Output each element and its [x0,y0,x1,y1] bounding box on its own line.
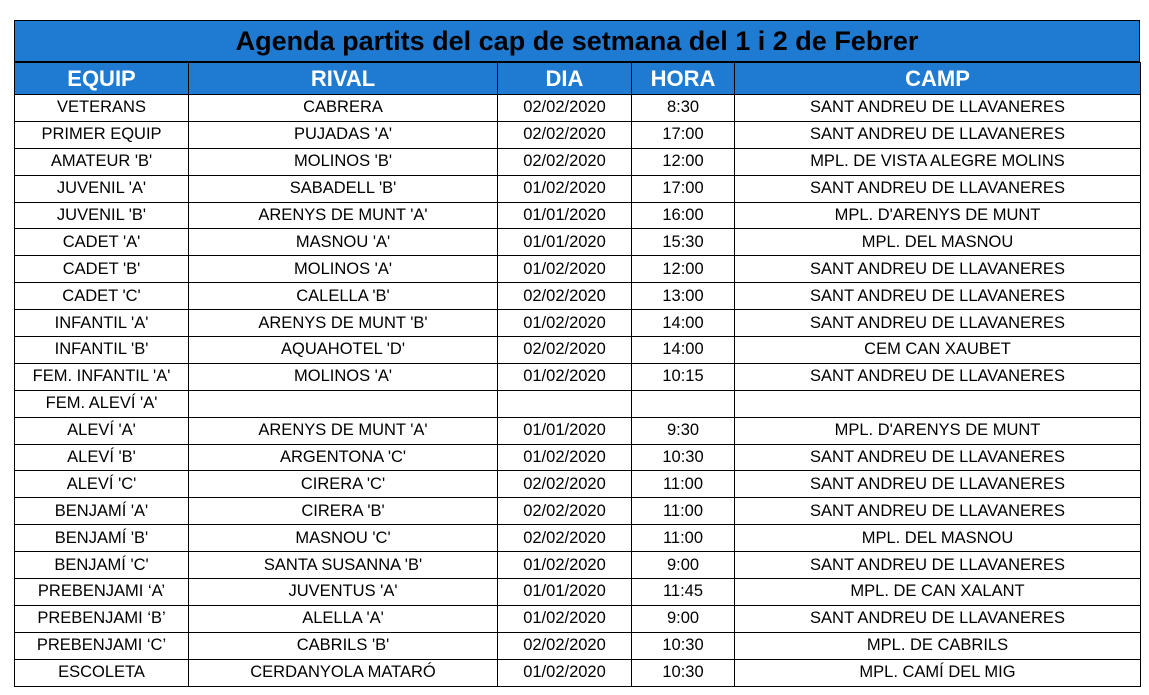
equip-cell: AMATEUR 'B' [15,148,189,175]
camp-cell: SANT ANDREU DE LLAVANERES [735,175,1141,202]
rival-cell: CABRERA [189,95,498,122]
hora-cell: 13:00 [632,283,735,310]
hora-cell: 12:00 [632,148,735,175]
equip-cell: BENJAMÍ 'C' [15,552,189,579]
camp-cell: SANT ANDREU DE LLAVANERES [735,444,1141,471]
camp-cell: CEM CAN XAUBET [735,337,1141,364]
table-row [15,121,1141,148]
dia-cell: 02/02/2020 [498,95,632,122]
rival-cell: JUVENTUS 'A' [189,579,498,606]
dia-cell: 01/02/2020 [498,552,632,579]
equip-cell: CADET 'B' [15,256,189,283]
table-row [15,337,1141,364]
hora-cell: 10:30 [632,659,735,686]
dia-cell: 01/02/2020 [498,363,632,390]
schedule-table [14,62,1141,687]
equip-cell: INFANTIL 'A' [15,310,189,337]
table-row [15,148,1141,175]
column-header-equip: EQUIP [15,63,189,95]
camp-cell: SANT ANDREU DE LLAVANERES [735,363,1141,390]
table-row [15,256,1141,283]
sheet-title: Agenda partits del cap de setmana del 1 i 2 de Febrer [14,20,1140,62]
column-header-rival: RIVAL [189,63,498,95]
rival-cell: ALELLA 'A' [189,605,498,632]
table-row [15,605,1141,632]
dia-cell: 02/02/2020 [498,283,632,310]
equip-cell: ALEVÍ 'C' [15,471,189,498]
rival-cell: CERDANYOLA MATARÓ [189,659,498,686]
dia-cell [498,390,632,417]
table-row [15,229,1141,256]
table-row [15,444,1141,471]
equip-cell: JUVENIL 'A' [15,175,189,202]
rival-cell: MOLINOS 'A' [189,256,498,283]
equip-cell: ALEVÍ 'B' [15,444,189,471]
dia-cell: 01/02/2020 [498,175,632,202]
dia-cell: 01/02/2020 [498,310,632,337]
rival-cell: ARENYS DE MUNT 'A' [189,202,498,229]
dia-cell: 01/02/2020 [498,605,632,632]
equip-cell: PREBENJAMI ‘A’ [15,579,189,606]
camp-cell: SANT ANDREU DE LLAVANERES [735,605,1141,632]
dia-cell: 01/01/2020 [498,229,632,256]
rival-cell: CIRERA 'C' [189,471,498,498]
camp-cell: MPL. DEL MASNOU [735,525,1141,552]
dia-cell: 02/02/2020 [498,498,632,525]
equip-cell: INFANTIL 'B' [15,337,189,364]
equip-cell: FEM. INFANTIL 'A' [15,363,189,390]
equip-cell: PREBENJAMI ‘C’ [15,632,189,659]
hora-cell: 10:15 [632,363,735,390]
camp-cell: SANT ANDREU DE LLAVANERES [735,121,1141,148]
column-header-hora: HORA [632,63,735,95]
equip-cell: CADET 'C' [15,283,189,310]
camp-cell: MPL. DE VISTA ALEGRE MOLINS [735,148,1141,175]
rival-cell: PUJADAS 'A' [189,121,498,148]
header-row [15,63,1141,95]
equip-cell: ESCOLETA [15,659,189,686]
table-row [15,390,1141,417]
dia-cell: 02/02/2020 [498,121,632,148]
equip-cell: CADET 'A' [15,229,189,256]
dia-cell: 01/01/2020 [498,579,632,606]
column-header-camp: CAMP [735,63,1141,95]
table-row [15,175,1141,202]
equip-cell: BENJAMÍ 'B' [15,525,189,552]
equip-cell: PREBENJAMI ‘B’ [15,605,189,632]
equip-cell: ALEVÍ 'A' [15,417,189,444]
table-row [15,471,1141,498]
table-row [15,310,1141,337]
dia-cell: 02/02/2020 [498,148,632,175]
table-row [15,417,1141,444]
column-header-dia: DIA [498,63,632,95]
table-row [15,525,1141,552]
hora-cell: 14:00 [632,310,735,337]
table-row [15,579,1141,606]
rival-cell: MASNOU 'A' [189,229,498,256]
hora-cell: 11:00 [632,525,735,552]
dia-cell: 01/01/2020 [498,417,632,444]
rival-cell: MASNOU 'C' [189,525,498,552]
hora-cell: 11:45 [632,579,735,606]
hora-cell: 9:00 [632,605,735,632]
equip-cell: JUVENIL 'B' [15,202,189,229]
rival-cell: MOLINOS 'B' [189,148,498,175]
dia-cell: 02/02/2020 [498,337,632,364]
rival-cell: SANTA SUSANNA 'B' [189,552,498,579]
camp-cell: MPL. D'ARENYS DE MUNT [735,202,1141,229]
equip-cell: VETERANS [15,95,189,122]
camp-cell: SANT ANDREU DE LLAVANERES [735,498,1141,525]
table-row [15,498,1141,525]
dia-cell: 02/02/2020 [498,525,632,552]
hora-cell: 9:00 [632,552,735,579]
schedule-sheet [14,20,1140,687]
hora-cell: 17:00 [632,175,735,202]
rival-cell: MOLINOS 'A' [189,363,498,390]
camp-cell: MPL. CAMÍ DEL MIG [735,659,1141,686]
camp-cell: SANT ANDREU DE LLAVANERES [735,95,1141,122]
table-row [15,202,1141,229]
camp-cell [735,390,1141,417]
table-row [15,659,1141,686]
hora-cell: 16:00 [632,202,735,229]
camp-cell: MPL. DE CAN XALANT [735,579,1141,606]
rival-cell: ARGENTONA 'C' [189,444,498,471]
rival-cell [189,390,498,417]
dia-cell: 01/01/2020 [498,202,632,229]
camp-cell: SANT ANDREU DE LLAVANERES [735,283,1141,310]
hora-cell: 11:00 [632,498,735,525]
hora-cell: 10:30 [632,444,735,471]
camp-cell: SANT ANDREU DE LLAVANERES [735,256,1141,283]
rival-cell: AQUAHOTEL 'D' [189,337,498,364]
equip-cell: FEM. ALEVÍ 'A' [15,390,189,417]
hora-cell: 17:00 [632,121,735,148]
camp-cell: MPL. D'ARENYS DE MUNT [735,417,1141,444]
table-row [15,552,1141,579]
camp-cell: SANT ANDREU DE LLAVANERES [735,552,1141,579]
table-row [15,632,1141,659]
rival-cell: CALELLA 'B' [189,283,498,310]
hora-cell: 8:30 [632,95,735,122]
rival-cell: ARENYS DE MUNT 'B' [189,310,498,337]
dia-cell: 01/02/2020 [498,256,632,283]
table-row [15,95,1141,122]
rival-cell: SABADELL 'B' [189,175,498,202]
hora-cell: 11:00 [632,471,735,498]
equip-cell: BENJAMÍ 'A' [15,498,189,525]
dia-cell: 02/02/2020 [498,471,632,498]
camp-cell: MPL. DEL MASNOU [735,229,1141,256]
camp-cell: SANT ANDREU DE LLAVANERES [735,471,1141,498]
camp-cell: SANT ANDREU DE LLAVANERES [735,310,1141,337]
table-row [15,283,1141,310]
rival-cell: ARENYS DE MUNT 'A' [189,417,498,444]
dia-cell: 02/02/2020 [498,632,632,659]
hora-cell: 10:30 [632,632,735,659]
rival-cell: CABRILS 'B' [189,632,498,659]
dia-cell: 01/02/2020 [498,659,632,686]
table-row [15,363,1141,390]
rival-cell: CIRERA 'B' [189,498,498,525]
dia-cell: 01/02/2020 [498,444,632,471]
camp-cell: MPL. DE CABRILS [735,632,1141,659]
hora-cell [632,390,735,417]
hora-cell: 12:00 [632,256,735,283]
hora-cell: 15:30 [632,229,735,256]
hora-cell: 9:30 [632,417,735,444]
equip-cell: PRIMER EQUIP [15,121,189,148]
hora-cell: 14:00 [632,337,735,364]
